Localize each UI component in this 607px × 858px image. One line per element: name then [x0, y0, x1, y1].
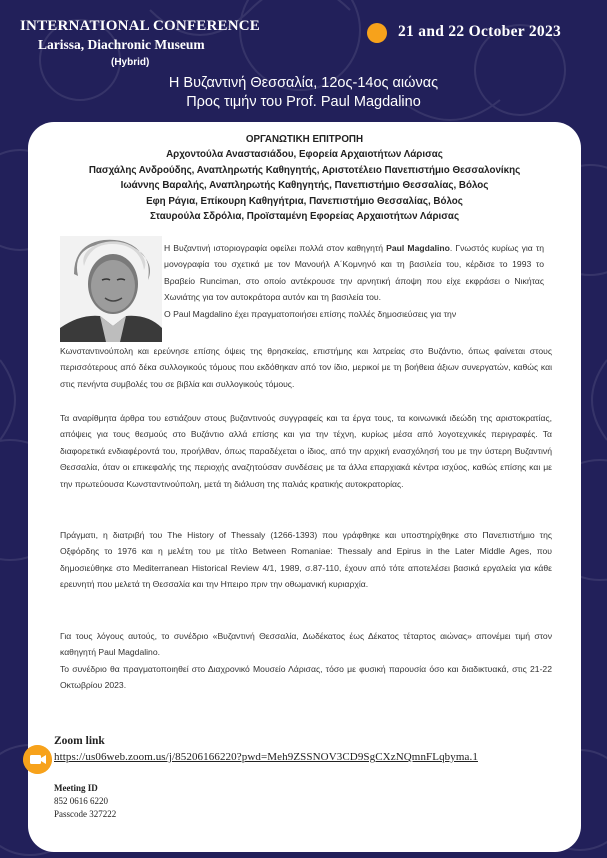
body-paragraph-dissertation: Πράγματι, η διατριβή του The History of Thessaly (1266-1393) που γράφθηκε και υποστηρίχθηκε στο Πανεπιστήμιο της Οξφόρδης το 1976 και η μελέτη του με τίτλο Between Romaniae: Thessaly and Epirus in the Later Middle Ages, που δημοσιεύθηκε στο Mediterranean Historical Review 4/1, 1989, σ.87-110, έχουν από τότε αποτελέσει βασικά εργαλεία για κάθε ερευνητή που μελετά τη Θεσσαλία και την Ηπειρο πριν την οθωμανική κυριαρχία. — [60, 530, 552, 590]
header — [0, 0, 607, 125]
intro-honoree-name: Paul Magdalino — [386, 243, 450, 253]
committee-member: Αρχοντούλα Αναστασιάδου, Εφορεία Αρχαιοτήτων Λάρισας — [166, 149, 443, 161]
content-card — [28, 122, 581, 852]
meeting-id-label: Meeting ID — [54, 783, 98, 793]
conference-subtitle: Η Βυζαντινή Θεσσαλία, 12ος-14ος αιώνας — [168, 75, 439, 91]
zoom-meeting-link[interactable]: https://us06web.zoom.us/j/85206166220?pwd=Meh9ZSSNOV3CD9SgCXzNQmnFLqbyma.1 — [54, 751, 478, 763]
intro-text-start: Η Βυζαντινή ιστοριογραφία οφείλει πολλά στον καθηγητή — [164, 243, 387, 253]
conference-venue: Larissa, Diachronic Museum — [38, 37, 205, 52]
conference-dates: 21 and 22 October 2023 — [398, 23, 562, 40]
zoom-link-label: Zoom link — [54, 735, 105, 747]
body-paragraph-honor: Για τους λόγους αυτούς, το συνέδριο «Βυζαντινή Θεσσαλία, Δωδέκατος έως Δέκατος τέταρτος αιώνας» απονέμει τιμή στον καθηγητή Paul Magdalino. — [60, 631, 552, 658]
conference-honoree: Προς τιμήν του Prof. Paul Magdalino — [186, 94, 421, 110]
committee-member: Εφη Ράγια, Επίκουρη Καθηγήτρια, Πανεπιστήμιο Θεσσαλίας, Βόλος — [146, 195, 463, 207]
intro-continuation-paragraph: Κωνσταντινούπολη και ερεύνησε επίσης όψεις της θρησκείας, επιστήμης και λατρείας στο Βυζάντιο, όπως φαίνεται στους περισσότερους από δέκα συλλογικούς τόμους που εκδόθηκαν από τον ίδιο, μερικοί με τη βοήθεια άξιων συνεργατών, καθώς και στις πενήντα συμβολές του σε βιβλία και συλλογικούς τόμους. — [60, 346, 552, 389]
portrait-photo — [60, 236, 162, 342]
body-paragraph-articles: Τα αναρίθμητα άρθρα του εστιάζουν στους βυζαντινούς συγγραφείς και τα έργα τους, τα κοινωνικά ιδεώδη της αριστοκρατίας, απόψεις για τους θεσμούς στο Βυζάντιο αλλά επίσης και για την τέχνη, κυρίως μέσα από λογοτεχνικές περιγραφές. Τα διαφορετικά ενδιαφέροντά του, προήλθαν, όπως παραδέχεται ο ίδιος, από την αρχική ενασχόλησή του με την ύστερη Βυζαντινή Θεσσαλία, όταν οι επικεφαλής της περιοχής αναζητούσαν συνδέσεις με τα άλλα επαρχιακά κέντρα ισχύος, καθώς επίσης και με την πρωτεύουσα Κωνσταντινούπολη, μετά τη διάλυση της παλιάς κρατικής αυτοκρατορίας. — [60, 413, 552, 489]
intro-continuation-line: Ο Paul Magdalino έχει πραγματοποιήσει επίσης πολλές δημοσιεύσεις για την — [164, 308, 457, 319]
conference-mode: (Hybrid) — [111, 57, 150, 68]
conference-title: INTERNATIONAL CONFERENCE — [20, 18, 260, 34]
video-camera-icon — [23, 745, 52, 774]
intro-text-end: . Γνωστός κυρίως για τη μονογραφία του σχετικά με τον Μανουήλ Α΄Κομνηνό και τη βασιλεία του, κέρδισε το 1993 το Βραβείο Runciman, στο οποίο αντέκρουσε την αρνητική άποψη που είχε εκφράσει ο Νικήτας Χωνιάτης για τον αυτοκράτορα αυτόν και τη βασιλεία του. — [164, 243, 545, 303]
organizing-committee — [28, 132, 581, 224]
date-bullet-icon — [367, 23, 387, 43]
committee-heading: ΟΡΓΑΝΩΤΙΚΗ ΕΠΙΤΡΟΠΗ — [245, 134, 364, 145]
committee-member: Πασχάλης Ανδρούδης, Αναπληρωτής Καθηγητής, Αριστοτέλειο Πανεπιστήμιο Θεσσαλονίκης — [88, 164, 521, 176]
committee-member: Σταυρούλα Σδρόλια, Προϊσταμένη Εφορείας Αρχαιοτήτων Λάρισας — [149, 211, 460, 223]
body-paragraph-venue: Το συνέδριο θα πραγματοποιηθεί στο Διαχρονικό Μουσείο Λάρισας, τόσο με φυσική παρουσία όσο και διαδικτυακά, στις 21-22 Οκτωβρίου 2023. — [60, 664, 552, 691]
meeting-passcode: Passcode 327222 — [54, 809, 117, 819]
committee-member: Ιωάννης Βαραλής, Αναπληρωτής Καθηγητής, Πανεπιστήμιο Θεσσαλίας, Βόλος — [120, 180, 489, 192]
intro-paragraph — [164, 240, 544, 322]
meeting-id-value: 852 0616 6220 — [54, 796, 108, 806]
